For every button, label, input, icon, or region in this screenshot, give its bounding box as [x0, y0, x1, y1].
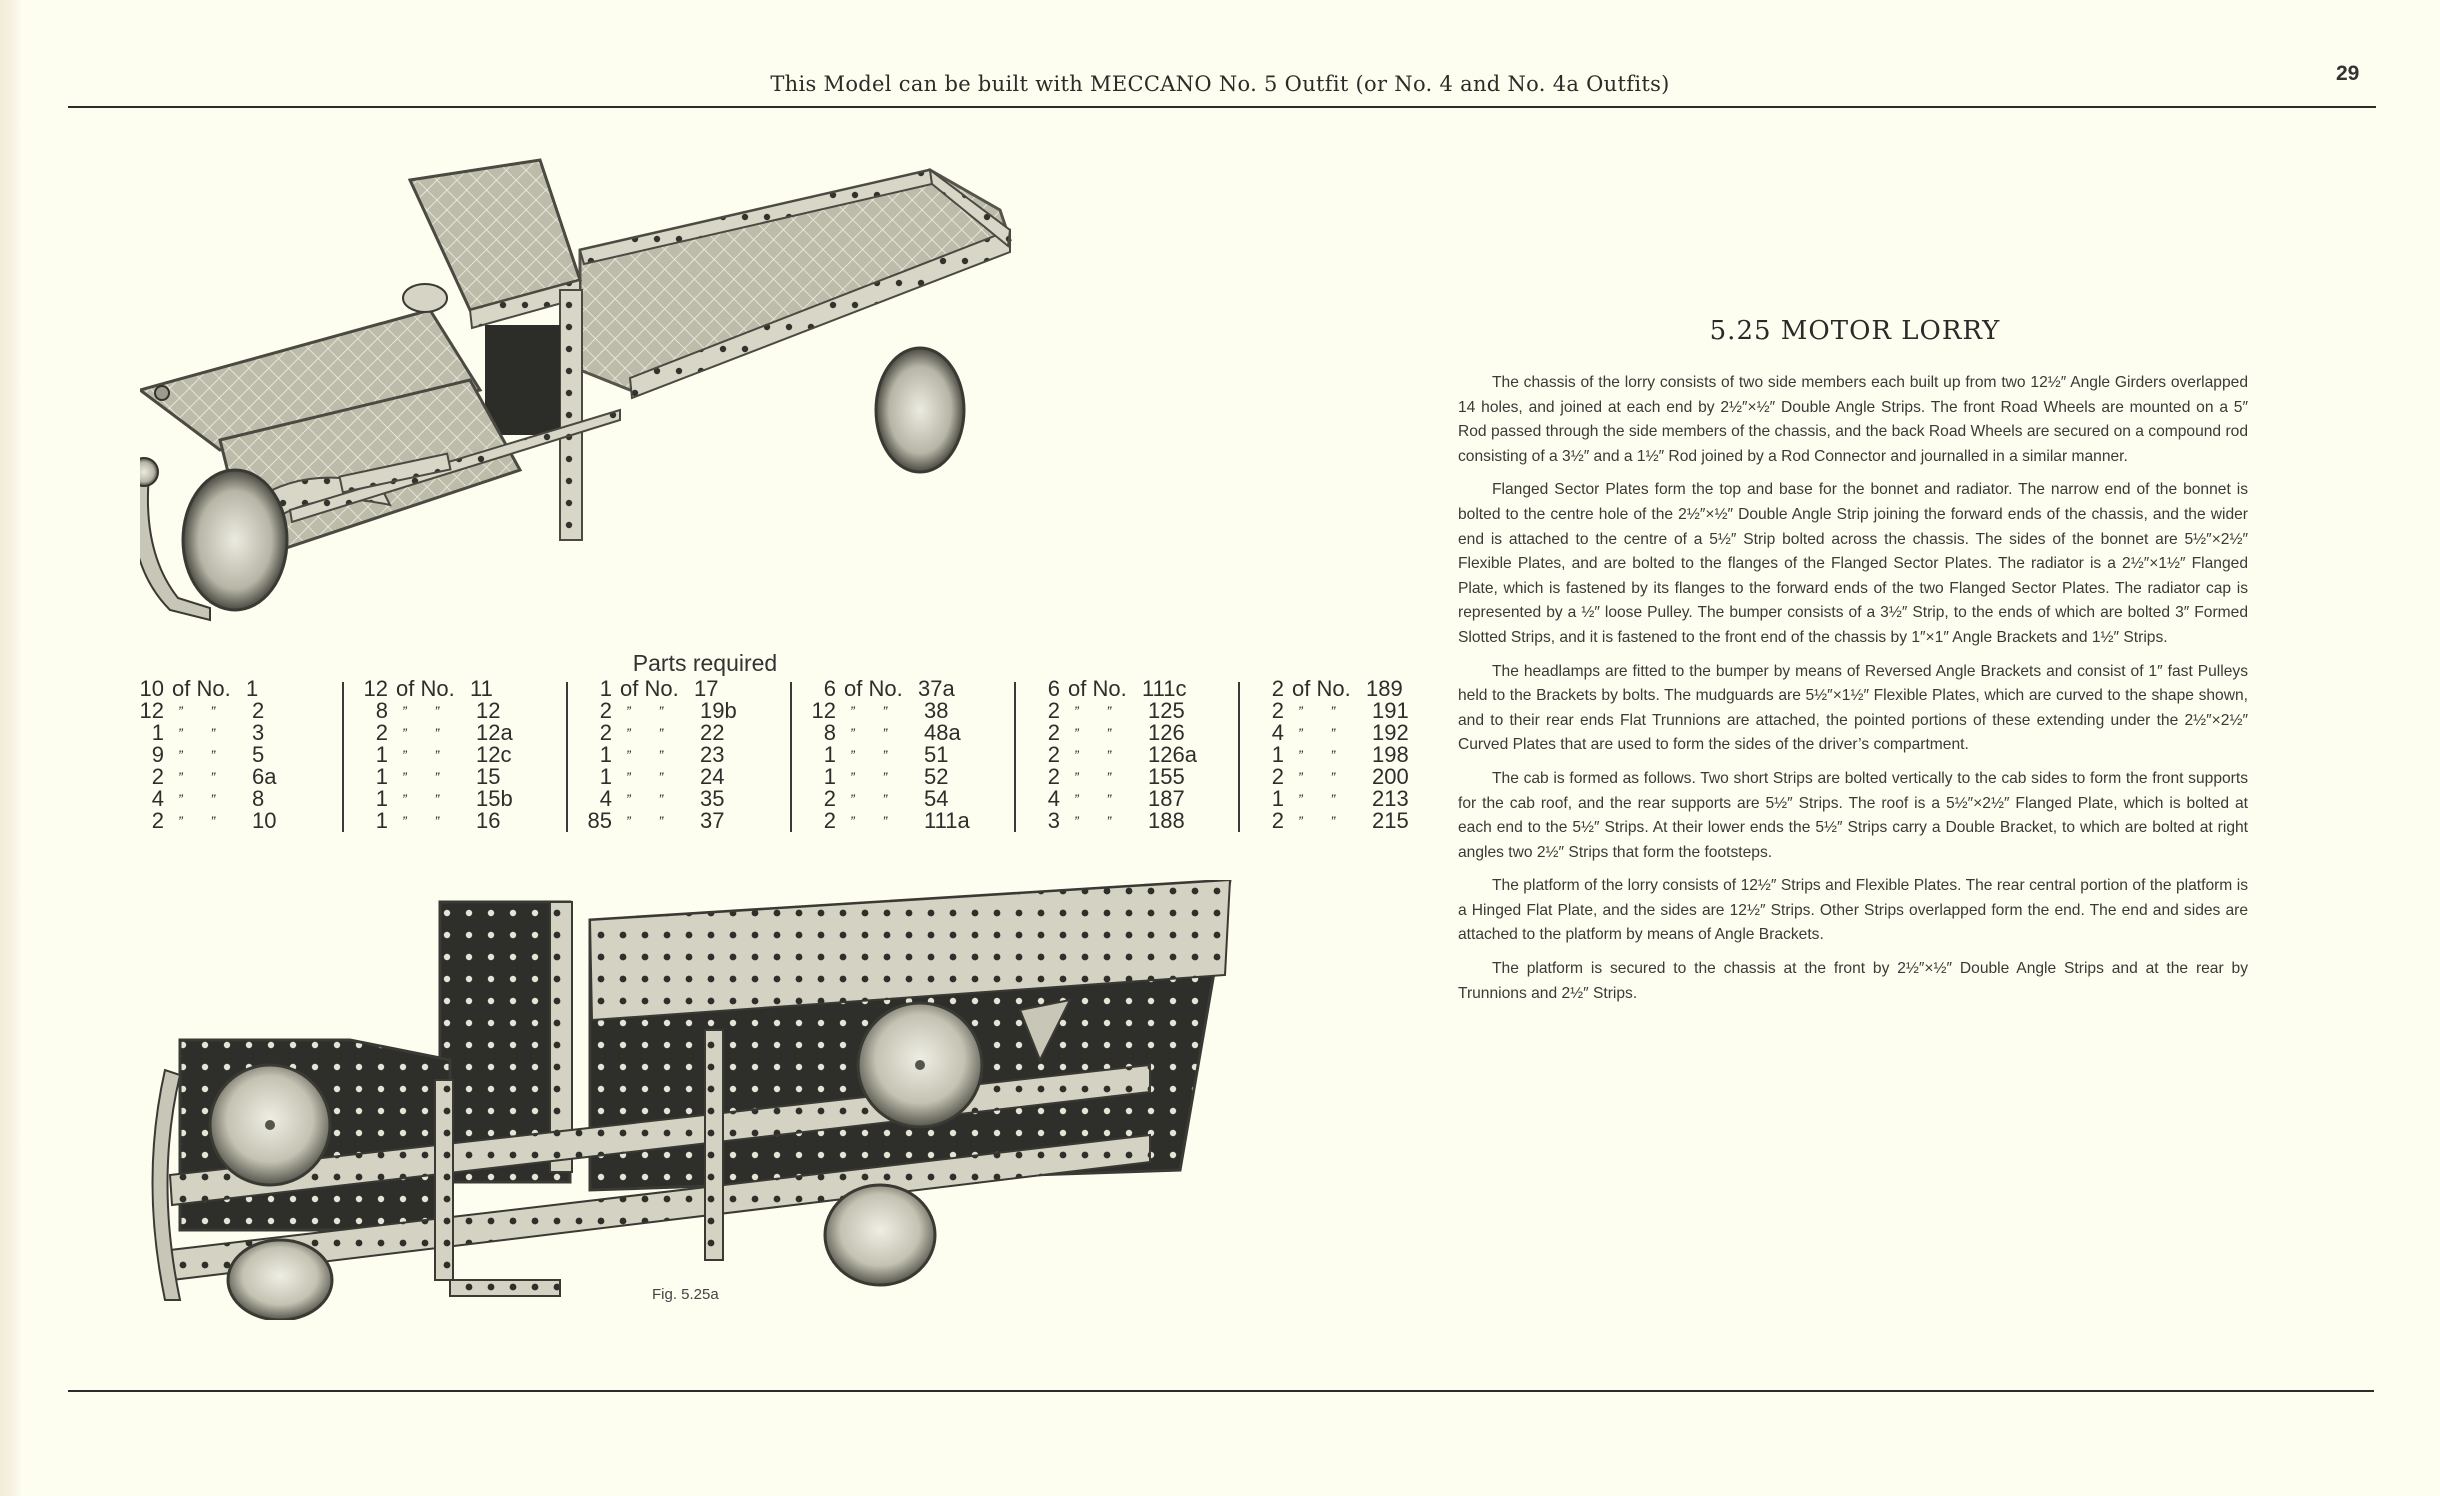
part-quantity: 4	[151, 786, 164, 811]
of-no-label: of No.	[844, 676, 903, 701]
parts-row	[1248, 722, 1472, 744]
ditto-marks: ” ”	[1074, 703, 1124, 719]
parts-row	[800, 722, 1024, 744]
article-title: 5.25 MOTOR LORRY	[1709, 316, 2001, 346]
part-number: 6a	[252, 764, 277, 789]
ditto-marks: ” ”	[850, 747, 900, 763]
parts-row	[1248, 700, 1472, 722]
front-wheel-far	[228, 1240, 332, 1320]
part-number: 198	[1372, 742, 1409, 767]
parts-row	[128, 766, 352, 788]
ditto-marks: ” ”	[1298, 703, 1348, 719]
of-no-label: of No.	[172, 676, 231, 701]
ditto-marks: ” ”	[178, 813, 228, 829]
footstep	[450, 1280, 560, 1296]
part-quantity: 12	[139, 698, 164, 723]
parts-row	[128, 744, 352, 766]
part-number: 19b	[700, 698, 737, 723]
part-quantity: 4	[1047, 786, 1060, 811]
part-quantity: 1	[823, 742, 836, 767]
parts-row	[1024, 678, 1248, 700]
part-quantity: 12	[363, 676, 388, 701]
parts-row	[576, 700, 800, 722]
parts-row	[576, 766, 800, 788]
ditto-marks: ” ”	[626, 703, 676, 719]
parts-row	[1248, 788, 1472, 810]
of-no-label: of No.	[620, 676, 679, 701]
parts-row	[1248, 744, 1472, 766]
part-quantity: 6	[823, 676, 836, 701]
part-quantity: 2	[823, 786, 836, 811]
parts-row	[800, 744, 1024, 766]
parts-column	[1024, 678, 1248, 838]
headlamp	[140, 458, 158, 486]
figure-lorry-underside	[150, 880, 1250, 1320]
parts-row	[800, 766, 1024, 788]
part-quantity: 2	[599, 720, 612, 745]
page-number: 29	[2336, 62, 2360, 85]
part-number: 12	[476, 698, 501, 723]
ditto-marks: ” ”	[626, 813, 676, 829]
part-quantity: 12	[811, 698, 836, 723]
part-number: 126a	[1148, 742, 1197, 767]
ditto-marks: ” ”	[178, 747, 228, 763]
parts-column	[128, 678, 352, 838]
rear-wheel	[876, 348, 964, 472]
part-quantity: 2	[1047, 742, 1060, 767]
parts-row	[1248, 766, 1472, 788]
ditto-marks: ” ”	[402, 791, 452, 807]
ditto-marks: ” ”	[626, 747, 676, 763]
of-no-label: of No.	[1292, 676, 1351, 701]
part-number: 37	[700, 808, 725, 833]
ditto-marks: ” ”	[1298, 813, 1348, 829]
parts-column	[352, 678, 576, 838]
ditto-marks: ” ”	[850, 769, 900, 785]
part-quantity: 2	[1271, 808, 1284, 833]
of-no-label: of No.	[396, 676, 455, 701]
part-quantity: 8	[375, 698, 388, 723]
paragraph-chassis: The chassis of the lorry consists of two side members each built up from two 12½″ Angle Girders overlapped 14 holes, and joined at each end by 2½″×½″ Double Angle Strips. The front Road Wheels are mounted on a 5″ Rod passed through the side members of the chassis, and the back Road Wheels are secured on a compound rod consisting of a 3½″ and a 1½″ Rod joined by a Rod Connector and journalled in a similar manner.	[1458, 374, 2248, 465]
part-number: 192	[1372, 720, 1409, 745]
parts-row	[128, 788, 352, 810]
parts-title	[0, 650, 1450, 677]
ditto-marks: ” ”	[626, 791, 676, 807]
ditto-marks: ” ”	[626, 725, 676, 741]
part-quantity: 1	[151, 720, 164, 745]
ditto-marks: ” ”	[1074, 791, 1124, 807]
of-no-label: of No.	[1068, 676, 1127, 701]
part-quantity: 1	[599, 764, 612, 789]
parts-row	[352, 766, 576, 788]
paragraph-headlamps: The headlamps are fitted to the bumper by means of Reversed Angle Brackets and consist of 1″ fast Pulleys held to the Brackets by bolts. The mudguards are 5½″×1½″ Flexible Plates, which are curved to the shape shown, and to their rear ends Flat Trunnions are attached, the pointed portions of these extending under the 2½″×2½″ Curved Plates that are used to form the sides of the driver’s compartment.	[1458, 662, 2248, 754]
part-quantity: 1	[375, 742, 388, 767]
parts-row	[576, 788, 800, 810]
parts-row	[352, 700, 576, 722]
part-quantity: 1	[1271, 742, 1284, 767]
part-quantity: 2	[375, 720, 388, 745]
part-quantity: 9	[151, 742, 164, 767]
paragraph-cab: The cab is formed as follows. Two short Strips are bolted vertically to the cab sides to form the front supports for the cab roof, and the rear supports are 5½″ Strips. The roof is a 5½″×2½″ Flanged Plate, which is bolted at each end to the 5½″ Strips. At their lower ends the 5½″ Strips carry a Double Bracket, to which are bolted at right angles two 2½″ Strips that form the footsteps.	[1458, 769, 2248, 861]
parts-row	[128, 700, 352, 722]
part-quantity: 1	[599, 676, 612, 701]
parts-row	[352, 722, 576, 744]
parts-row	[576, 722, 800, 744]
part-quantity: 85	[587, 808, 612, 833]
part-number: 48a	[924, 720, 961, 745]
cross-strip	[705, 1030, 723, 1260]
paragraph-bonnet: Flanged Sector Plates form the top and base for the bonnet and radiator. The narrow end of the bonnet is bolted to the centre hole of the 2½″×½″ Double Angle Strip joining the forward ends of the chassis, and the wider end is attached to the centre of a 5½″ Strip bolted across the chassis. The sides of the bonnet are 5½″×2½″ Flexible Plates, and are bolted to the flanges of the Flanged Sector Plates. The radiator is a 2½″×1½″ Flanged Plate, which is fastened by its flanges to the forward ends of the two Flanged Sector Plates. The radiator cap is represented by a ½″ loose Pulley. The bumper consists of a 3½″ Strip, to the ends of which are bolted 3″ Formed Slotted Strips, and it is fastened to the front end of the chassis by 1″×1″ Angle Brackets and 1½″ Strips.	[1458, 481, 2248, 646]
ditto-marks: ” ”	[1298, 769, 1348, 785]
parts-row	[576, 678, 800, 700]
paragraph-platform: The platform of the lorry consists of 12½″ Strips and Flexible Plates. The rear central portion of the platform is a Hinged Flat Plate, and the sides are 12½″ Strips. Other Strips overlapped form the end. The end and sides are attached to the platform by means of Angle Brackets.	[1458, 877, 2248, 944]
ditto-marks: ” ”	[402, 703, 452, 719]
part-number: 187	[1148, 786, 1185, 811]
part-number: 15	[476, 764, 501, 789]
ditto-marks: ” ”	[626, 769, 676, 785]
part-number: 200	[1372, 764, 1409, 789]
ditto-marks: ” ”	[402, 769, 452, 785]
part-quantity: 8	[823, 720, 836, 745]
part-number: 35	[700, 786, 725, 811]
parts-column	[1248, 678, 1472, 838]
rear-wheel-far	[825, 1185, 935, 1285]
figure-caption: Fig. 5.25a	[652, 1286, 719, 1303]
lorry-illustration-top	[140, 140, 1270, 630]
ditto-marks: ” ”	[850, 791, 900, 807]
parts-table	[128, 678, 1472, 838]
ditto-marks: ” ”	[402, 747, 452, 763]
part-number: 51	[924, 742, 949, 767]
part-quantity: 2	[1047, 720, 1060, 745]
parts-row	[128, 810, 352, 832]
part-number: 188	[1148, 808, 1185, 833]
part-quantity: 2	[151, 764, 164, 789]
part-quantity: 2	[599, 698, 612, 723]
part-number: 125	[1148, 698, 1185, 723]
ditto-marks: ” ”	[850, 813, 900, 829]
ditto-marks: ” ”	[850, 725, 900, 741]
part-quantity: 1	[1271, 786, 1284, 811]
parts-row	[352, 744, 576, 766]
paragraph-platform-mount: The platform is secured to the chassis at the front by 2½″×½″ Double Angle Strips and at the rear by Trunnions and 2½″ Strips.	[1458, 960, 2248, 1002]
part-number: 1	[246, 676, 259, 701]
part-quantity: 1	[375, 764, 388, 789]
parts-row	[352, 788, 576, 810]
part-number: 111a	[924, 808, 970, 833]
ditto-marks: ” ”	[178, 791, 228, 807]
part-quantity: 1	[599, 742, 612, 767]
ditto-marks: ” ”	[1074, 725, 1124, 741]
part-number: 54	[924, 786, 949, 811]
part-quantity: 3	[1047, 808, 1060, 833]
part-number: 22	[700, 720, 725, 745]
cab-interior	[485, 325, 560, 435]
ditto-marks: ” ”	[850, 703, 900, 719]
part-number: 213	[1372, 786, 1409, 811]
parts-row	[1024, 700, 1248, 722]
parts-row	[576, 810, 800, 832]
part-quantity: 2	[1047, 698, 1060, 723]
ditto-marks: ” ”	[1074, 747, 1124, 763]
parts-row	[352, 810, 576, 832]
part-number: 126	[1148, 720, 1185, 745]
article-body	[1458, 371, 2248, 1015]
part-number: 2	[252, 698, 265, 723]
part-number: 17	[694, 676, 719, 701]
part-number: 215	[1372, 808, 1409, 833]
part-number: 10	[252, 808, 277, 833]
running-title: This Model can be built with MECCANO No. 5 Outfit (or No. 4 and No. 4a Outfits)	[770, 72, 1670, 96]
part-number: 38	[924, 698, 949, 723]
lorry-illustration-underside	[150, 880, 1250, 1320]
part-quantity: 2	[1271, 698, 1284, 723]
part-number: 52	[924, 764, 949, 789]
part-number: 23	[700, 742, 725, 767]
parts-row	[800, 788, 1024, 810]
part-quantity: 2	[1271, 676, 1284, 701]
parts-row	[1248, 810, 1472, 832]
part-number: 5	[252, 742, 265, 767]
ditto-marks: ” ”	[178, 725, 228, 741]
part-quantity: 1	[375, 786, 388, 811]
parts-title-text: Parts required	[632, 650, 778, 676]
part-number: 37a	[918, 676, 955, 701]
parts-row	[1024, 722, 1248, 744]
part-quantity: 2	[1047, 764, 1060, 789]
front-wheel	[183, 470, 287, 610]
cross-strip	[435, 1080, 453, 1280]
parts-row	[800, 810, 1024, 832]
parts-row	[800, 678, 1024, 700]
parts-row	[1024, 744, 1248, 766]
part-number: 11	[470, 676, 493, 701]
part-number: 155	[1148, 764, 1185, 789]
part-number: 111c	[1142, 676, 1187, 701]
part-number: 16	[476, 808, 501, 833]
figure-lorry-top-view	[140, 140, 1270, 630]
steering-wheel	[403, 284, 447, 312]
parts-column	[576, 678, 800, 838]
ditto-marks: ” ”	[1074, 769, 1124, 785]
ditto-marks: ” ”	[402, 813, 452, 829]
part-quantity: 1	[375, 808, 388, 833]
part-number: 3	[252, 720, 265, 745]
part-quantity: 4	[1271, 720, 1284, 745]
parts-row	[1024, 766, 1248, 788]
ditto-marks: ” ”	[1074, 813, 1124, 829]
part-quantity: 2	[1271, 764, 1284, 789]
parts-row	[576, 744, 800, 766]
parts-row	[128, 722, 352, 744]
part-number: 15b	[476, 786, 513, 811]
parts-column	[800, 678, 1024, 838]
parts-row	[1248, 678, 1472, 700]
part-quantity: 6	[1047, 676, 1060, 701]
ditto-marks: ” ”	[402, 725, 452, 741]
part-number: 12a	[476, 720, 513, 745]
cab-upright	[560, 290, 582, 540]
front-wheel-hub	[265, 1120, 275, 1130]
ditto-marks: ” ”	[1298, 791, 1348, 807]
parts-row	[352, 678, 576, 700]
part-quantity: 4	[599, 786, 612, 811]
header-rule	[68, 106, 2376, 108]
page-edge	[0, 0, 22, 1496]
parts-row	[128, 678, 352, 700]
parts-row	[800, 700, 1024, 722]
part-number: 8	[252, 786, 265, 811]
part-quantity: 2	[823, 808, 836, 833]
part-number: 24	[700, 764, 725, 789]
ditto-marks: ” ”	[178, 703, 228, 719]
part-quantity: 1	[823, 764, 836, 789]
part-quantity: 10	[139, 676, 164, 701]
part-number: 191	[1372, 698, 1409, 723]
part-number: 189	[1366, 676, 1403, 701]
parts-row	[1024, 788, 1248, 810]
footer-rule	[68, 1390, 2374, 1392]
ditto-marks: ” ”	[1298, 747, 1348, 763]
part-quantity: 2	[151, 808, 164, 833]
ditto-marks: ” ”	[178, 769, 228, 785]
part-number: 12c	[476, 742, 512, 767]
parts-row	[1024, 810, 1248, 832]
ditto-marks: ” ”	[1298, 725, 1348, 741]
rear-wheel-hub	[915, 1060, 925, 1070]
radiator-cap	[155, 386, 169, 400]
